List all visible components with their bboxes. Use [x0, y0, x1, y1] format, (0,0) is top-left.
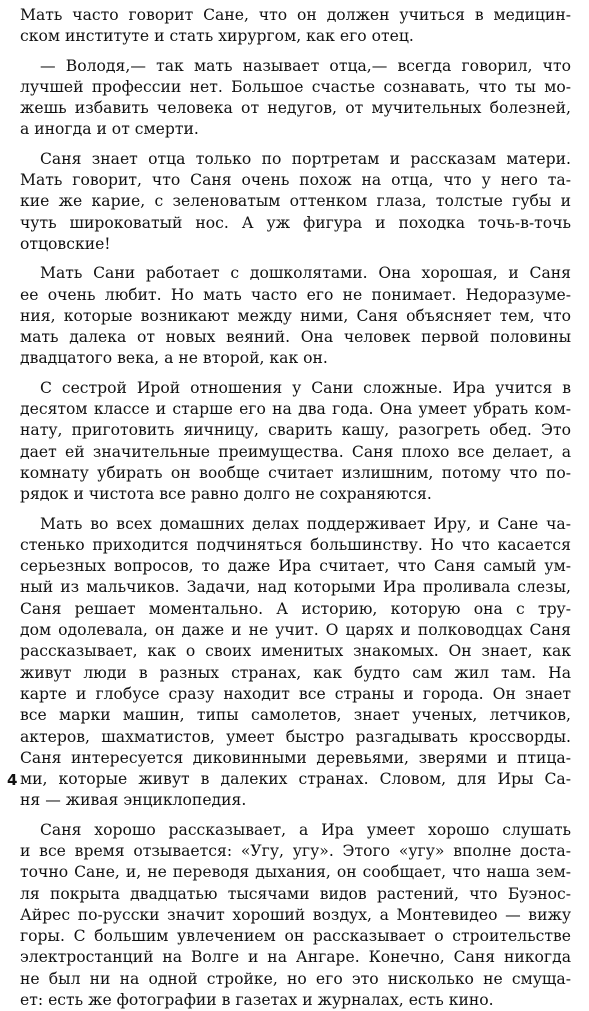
text-line: рядок и чистота все равно долго не сохраняются.: [20, 485, 432, 504]
text-line: Саня знает отца только по портретам и рассказам матери.: [40, 149, 571, 168]
text-line: лучшей профессии нет. Большое счастье сознавать, что ты мо-: [20, 77, 571, 96]
text-line: серьезных вопросов, то даже Ира считает, что Саня самый ум-: [20, 557, 571, 576]
text-line: ния, которые возникают между ними, Саня объясняет тем, что: [20, 306, 571, 325]
text-line: ском институте и стать хирургом, как его отец.: [20, 27, 414, 46]
text-line: Саня интересуется диковинными деревьями, зверями и птица-: [20, 748, 571, 767]
text-line: точно Сане, и, не переводя дыхания, он сообщает, что наша зем-: [20, 863, 571, 882]
paragraph: [20, 820, 571, 1011]
page-text: [20, 5, 571, 1011]
paragraph: [20, 56, 571, 141]
text-line: горы. С большим увлечением он рассказывает о строительстве: [20, 927, 571, 946]
text-line: двадцатого века, а не второй, как он.: [20, 349, 328, 368]
text-line: Саня решает моментально. А историю, которую она с тру-: [20, 599, 571, 618]
paragraph: [20, 263, 571, 369]
paragraph: [20, 378, 571, 506]
text-line: отцовские!: [20, 234, 111, 253]
text-line: а иногда и от смерти.: [20, 120, 199, 139]
text-line: карте и глобусе сразу находит все страны и города. Он знает: [20, 684, 571, 703]
text-line: Мать Сани работает с дошколятами. Она хорошая, и Саня: [40, 264, 571, 283]
text-line: дает ей значительные преимущества. Саня плохо все делает, а: [20, 442, 571, 461]
text-line: рассказывает, как о своих именитых знакомых. Он знает, как: [20, 642, 571, 661]
text-line: ет: есть же фотографии в газетах и журналах, есть кино.: [20, 991, 494, 1010]
text-line: Мать часто говорит Сане, что он должен учиться в медицин-: [20, 6, 571, 24]
text-line: дом одолевала, он даже и не учит. О царях и полководцах Саня: [20, 621, 571, 640]
text-line: нату, приготовить яичницу, сварить кашу, разогреть обед. Это: [20, 421, 571, 440]
text-line: — Володя,— так мать называет отца,— всегда говорил, что: [40, 56, 571, 75]
text-line: ее очень любит. Но мать часто его не понимает. Недоразуме-: [20, 285, 571, 304]
text-line: электростанций на Волге и на Ангаре. Конечно, Саня никогда: [20, 948, 571, 967]
text-line: жешь избавить человека от недугов, от мучительных болезней,: [20, 99, 571, 118]
paragraph: [20, 149, 571, 255]
text-line: Айрес по-русски значит хороший воздух, а Монтевидео — вижу: [20, 905, 571, 924]
paragraph: [20, 514, 571, 812]
text-line: десятом классе и старше его на два года. Она умеет убрать ком-: [20, 400, 571, 419]
text-line: стенько приходится подчиняться большинству. Но что касается: [20, 535, 571, 554]
page-number: 4: [7, 771, 18, 789]
text-line: не был ни на одной стройке, но его это нисколько не смуща-: [20, 969, 571, 988]
text-line: все марки машин, типы самолетов, знает ученых, летчиков,: [20, 706, 571, 725]
text-line: комнату убирать он вообще считает излишним, потому что по-: [20, 463, 571, 482]
text-line: Мать во всех домашних делах поддерживает Иру, и Сане ча-: [40, 514, 571, 533]
text-line: ный из мальчиков. Задачи, над которыми Ира проливала слезы,: [20, 578, 571, 597]
paragraph: [20, 5, 571, 48]
text-line: актеров, шахматистов, умеет быстро разгадывать кроссворды.: [20, 727, 571, 746]
text-line: живут люди в разных странах, как будто сам жил там. На: [20, 663, 571, 682]
text-line: кие же карие, с зеленоватым оттенком глаза, толстые губы и: [20, 192, 571, 211]
text-line: ня — живая энциклопедия.: [20, 791, 247, 810]
text-line: С сестрой Ирой отношения у Сани сложные. Ира учится в: [40, 378, 571, 397]
text-line: и все время отзывается: «Угу, угу». Этого «угу» вполне доста-: [20, 841, 571, 860]
text-line: Мать говорит, что Саня очень похож на отца, что у него та-: [20, 171, 571, 190]
text-line: чуть широковатый нос. А уж фигура и походка точь-в-точь: [20, 213, 571, 232]
text-line: мать далека от новых веяний. Она человек первой половины: [20, 328, 571, 347]
text-line: ля покрыта двадцатью тысячами видов растений, что Буэнос-: [20, 884, 571, 903]
text-line: Саня хорошо рассказывает, а Ира умеет хорошо слушать: [40, 820, 571, 839]
text-line: ми, которые живут в далеких странах. Словом, для Иры Са-: [20, 770, 571, 789]
